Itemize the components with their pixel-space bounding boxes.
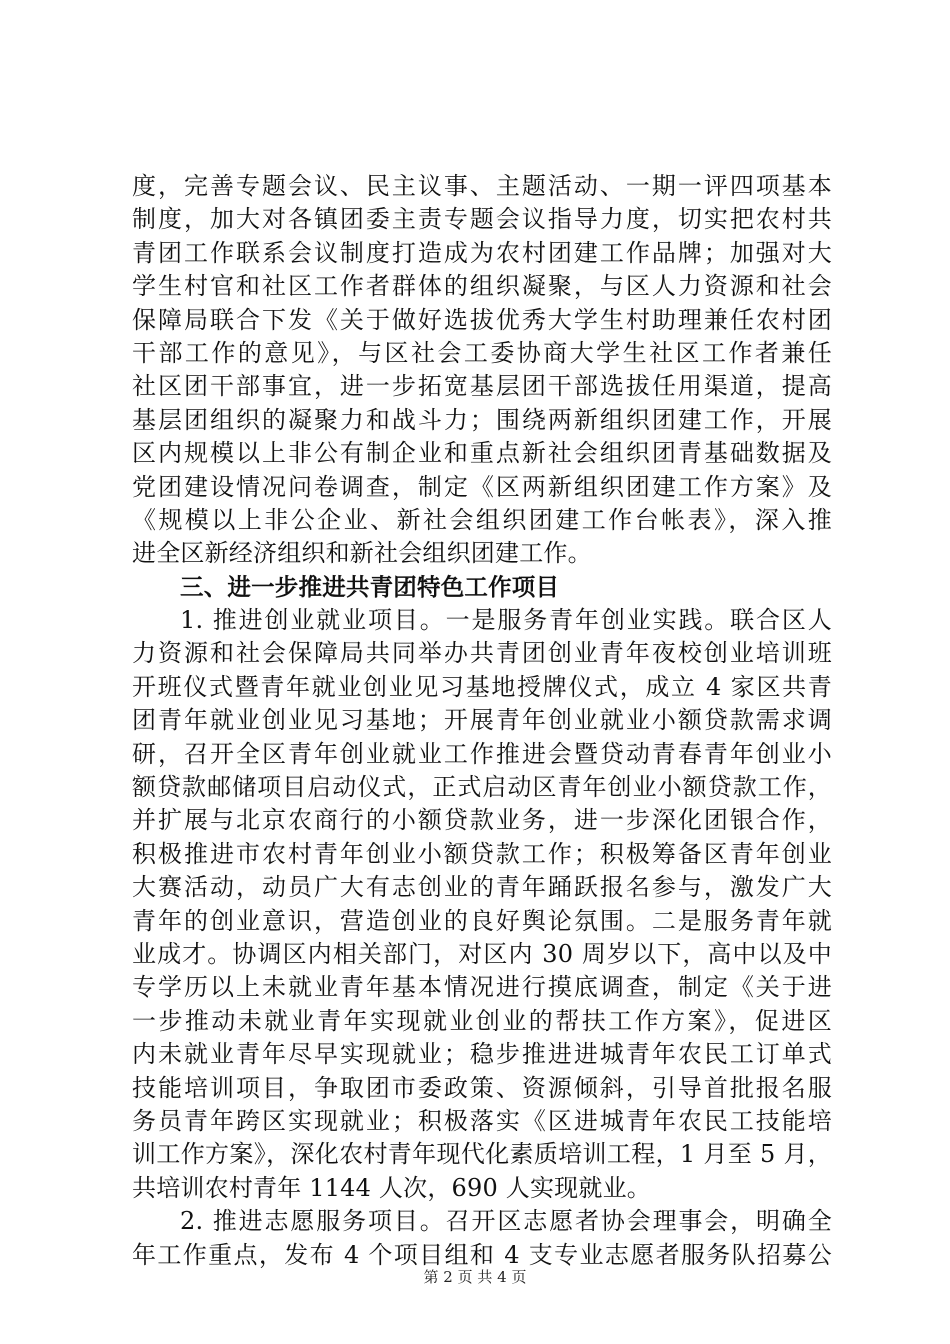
paragraph-line: 专学历以上未就业青年基本情况进行摸底调查，制定《关于进 [132,973,832,1002]
paragraph-line: 研，召开全区青年创业就业工作推进会暨贷动青春青年创业小 [132,739,832,768]
paragraph-line: 青团工作联系会议制度打造成为农村团建工作品牌；加强对大 [132,238,832,267]
paragraph-line: 2. 推进志愿服务项目。召开区志愿者协会理事会，明确全 [180,1207,832,1236]
paragraph-line: 一步推动未就业青年实现就业创业的帮扶工作方案》，促进区 [132,1006,832,1035]
paragraph-line: 积极推进市农村青年创业小额贷款工作；积极筹备区青年创业 [132,839,832,868]
paragraph-line: 《规模以上非公企业、新社会组织团建工作台帐表》，深入推 [132,505,832,534]
paragraph-line: 年工作重点，发布 4 个项目组和 4 支专业志愿者服务队招募公 [132,1240,832,1269]
paragraph-line: 社区团干部事宜，进一步拓宽基层团干部选拔任用渠道，提高 [132,372,832,401]
page-footer [0,1267,950,1287]
paragraph-line: 青年的创业意识，营造创业的良好舆论氛围。二是服务青年就 [132,906,832,935]
paragraph-line: 1. 推进创业就业项目。一是服务青年创业实践。联合区人 [180,606,832,635]
paragraph-line: 业成才。协调区内相关部门，对区内 30 周岁以下，高中以及中 [132,939,832,968]
paragraph-line: 制度，加大对各镇团委主责专题会议指导力度，切实把农村共 [132,205,832,234]
paragraph-line: 进全区新经济组织和新社会组织团建工作。 [132,539,592,568]
paragraph-line: 区内规模以上非公有制企业和重点新社会组织团青基础数据及 [132,439,832,468]
paragraph-line: 党团建设情况问卷调查，制定《区两新组织团建工作方案》及 [132,472,832,501]
paragraph-line: 团青年就业创业见习基地；开展青年创业就业小额贷款需求调 [132,706,832,735]
paragraph-line: 内未就业青年尽早实现就业；稳步推进进城青年农民工订单式 [132,1040,832,1069]
paragraph-line: 共培训农村青年 1144 人次，690 人实现就业。 [132,1173,651,1202]
paragraph-line: 技能培训项目，争取团市委政策、资源倾斜，引导首批报名服 [132,1073,832,1102]
paragraph-line: 度，完善专题会议、民主议事、主题活动、一期一评四项基本 [132,172,832,200]
paragraph-line: 训工作方案》，深化农村青年现代化素质培训工程，1 月至 5 月， [132,1140,832,1169]
paragraph-line: 大赛活动，动员广大有志创业的青年踊跃报名参与，激发广大 [132,873,832,902]
paragraph-line: 基层团组织的凝聚力和战斗力；围绕两新组织团建工作，开展 [132,405,832,434]
paragraph-line: 额贷款邮储项目启动仪式，正式启动区青年创业小额贷款工作， [132,773,832,802]
paragraph-line: 并扩展与北京农商行的小额贷款业务，进一步深化团银合作， [132,806,832,835]
page-number-label: 第 2 页 共 4 页 [423,1268,527,1286]
paragraph-line: 务员青年跨区实现就业；积极落实《区进城青年农民工技能培 [132,1106,832,1135]
paragraph-line: 干部工作的意见》，与区社会工委协商大学生社区工作者兼任 [132,338,832,367]
paragraph-line: 保障局联合下发《关于做好选拔优秀大学生村助理兼任农村团 [132,305,832,334]
document-body [132,170,832,1272]
paragraph-line: 力资源和社会保障局共同举办共青团创业青年夜校创业培训班 [132,639,832,668]
section-heading: 三、进一步推进共青团特色工作项目 [180,572,560,601]
paragraph-line: 开班仪式暨青年就业创业见习基地授牌仪式，成立 4 家区共青 [132,672,832,701]
paragraph-line: 学生村官和社区工作者群体的组织凝聚，与区人力资源和社会 [132,272,832,301]
